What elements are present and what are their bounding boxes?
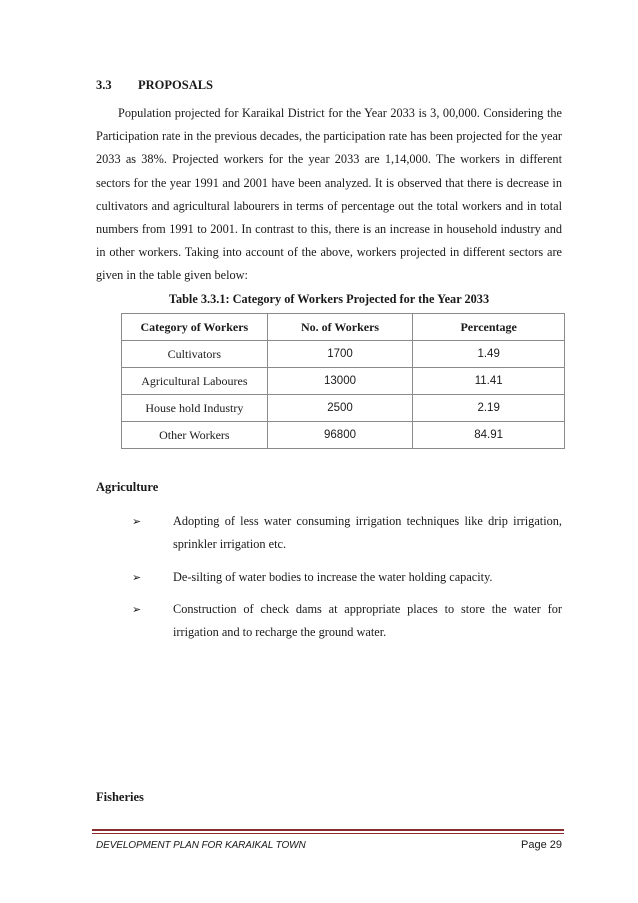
cell-percentage: 1.49 xyxy=(413,341,565,368)
table-header-row xyxy=(122,314,565,341)
table-row xyxy=(122,368,565,395)
list-item xyxy=(132,598,562,644)
page-number: Page 29 xyxy=(521,839,562,851)
table-row xyxy=(122,341,565,368)
section-title: PROPOSALS xyxy=(138,78,214,92)
list-item-text: Adopting of less water consuming irrigation techniques like drip irrigation, sprinkler irrigation etc. xyxy=(173,514,562,551)
agriculture-heading: Agriculture xyxy=(96,480,159,494)
footer-divider-thin xyxy=(92,833,564,834)
header-count: No. of Workers xyxy=(267,314,413,341)
arrow-bullet-icon: ➢ xyxy=(132,515,142,528)
footer-divider xyxy=(92,829,564,831)
cell-category: Cultivators xyxy=(122,341,268,368)
arrow-bullet-icon: ➢ xyxy=(132,603,142,616)
fisheries-heading: Fisheries xyxy=(96,790,144,804)
list-item xyxy=(132,510,562,556)
table-row xyxy=(122,422,565,449)
header-category: Category of Workers xyxy=(122,314,268,341)
cell-category: Agricultural Laboures xyxy=(122,368,268,395)
list-item-text: Construction of check dams at appropriate places to store the water for irrigation and to recharge the ground water. xyxy=(173,602,562,639)
cell-category: Other Workers xyxy=(122,422,268,449)
table-row xyxy=(122,395,565,422)
cell-category: House hold Industry xyxy=(122,395,268,422)
section-number: 3.3 xyxy=(96,78,112,92)
arrow-bullet-icon: ➢ xyxy=(132,571,142,584)
cell-percentage: 2.19 xyxy=(413,395,565,422)
footer-document-title: DEVELOPMENT PLAN FOR KARAIKAL TOWN xyxy=(96,840,306,851)
cell-count: 13000 xyxy=(267,368,413,395)
list-item xyxy=(132,566,562,589)
cell-count: 2500 xyxy=(267,395,413,422)
cell-count: 96800 xyxy=(267,422,413,449)
cell-percentage: 84.91 xyxy=(413,422,565,449)
workers-table xyxy=(121,313,565,449)
list-item-text: De-silting of water bodies to increase the water holding capacity. xyxy=(173,570,493,584)
body-paragraph: Population projected for Karaikal District for the Year 2033 is 3, 00,000. Considering the Participation rate in the previous decades, the participation rate has been projected for the year 2033 as 38%. Projected workers for the year 2033 are 1,14,000. The workers in different sectors for the year 1991 and 2001 have been analyzed. It is observed that there is decrease in cultivators and agricultural labourers in terms of percentage out the total workers and in total numbers from 1991 to 2001. In contrast to this, there is an increase in household industry and in other workers. Taking into account of the above, workers projected in different sectors are given in the table given below: xyxy=(96,106,562,283)
section-heading xyxy=(96,78,213,93)
table-caption: Table 3.3.1: Category of Workers Projected for the Year 2033 xyxy=(168,292,490,306)
cell-count: 1700 xyxy=(267,341,413,368)
cell-percentage: 11.41 xyxy=(413,368,565,395)
header-percentage: Percentage xyxy=(413,314,565,341)
